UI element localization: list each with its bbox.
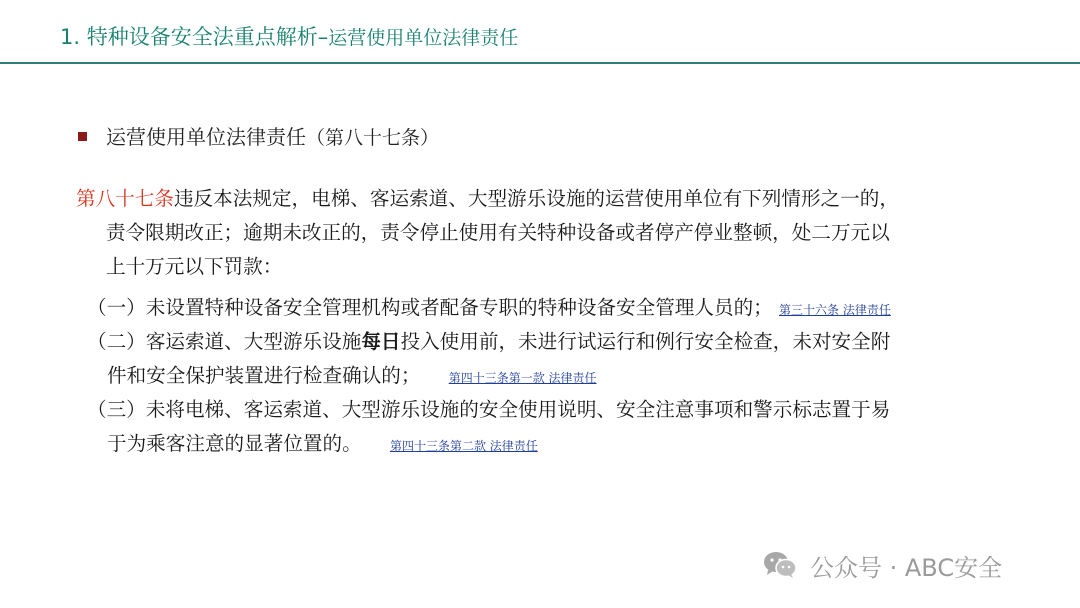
- watermark-text: 公众号 · ABC安全: [810, 553, 1003, 582]
- item-3-text: （三）未将电梯、客运索道、大型游乐设施的安全使用说明、安全注意事项和警示标志置于易: [87, 398, 891, 421]
- article-line-1: 违反本法规定，电梯、客运索道、大型游乐设施的运营使用单位有下列情形之一的，: [173, 187, 899, 210]
- section-heading-sub: （第八十七条）: [306, 127, 440, 149]
- article-line: [76, 250, 1026, 284]
- list-item-continuation: [87, 359, 1027, 393]
- article-text: [76, 182, 1026, 284]
- item-2-reference-link[interactable]: 第四十三条第一款 法律责任: [448, 371, 597, 385]
- article-line-3: 上十万元以下罚款：: [106, 255, 283, 278]
- item-3-text-cont: 于为乘客注意的显著位置的。: [107, 432, 362, 455]
- wechat-icon: [762, 550, 798, 580]
- item-2-text-part2: 投入使用前，未进行试运行和例行安全检查，未对安全附: [400, 330, 891, 353]
- article-line-2: 责令限期改正；逾期未改正的，责令停止使用有关特种设备或者停产停业整顿，处二万元以: [106, 221, 890, 244]
- slide-header: [0, 0, 1080, 64]
- list-item: [87, 325, 1027, 359]
- slide-title-dash: –: [317, 25, 329, 49]
- item-2-bold-text: 每日: [361, 330, 401, 353]
- item-1-reference-link[interactable]: 第三十六条 法律责任: [779, 303, 891, 317]
- section-heading-main: 运营使用单位法律责任: [106, 125, 306, 149]
- item-2-text-cont: 件和安全保护装置进行检查确认的；: [107, 364, 421, 387]
- article-line: [76, 182, 1026, 216]
- slide-title: [60, 22, 518, 53]
- violation-list: [87, 291, 1027, 461]
- slide-title-main: 1. 特种设备安全法重点解析: [60, 25, 318, 49]
- list-item: [87, 393, 1027, 427]
- list-item: [87, 291, 1027, 325]
- item-1-text: （一）未设置特种设备安全管理机构或者配备专职的特种设备安全管理人员的；: [87, 296, 773, 319]
- list-item-continuation: [87, 427, 1027, 461]
- watermark: [762, 549, 1002, 581]
- article-label: 第八十七条: [76, 187, 174, 210]
- slide-title-sub: 运营使用单位法律责任: [328, 27, 519, 49]
- item-3-reference-link[interactable]: 第四十三条第二款 法律责任: [389, 439, 538, 453]
- section-heading: [106, 122, 439, 153]
- article-line: [76, 216, 1026, 250]
- square-bullet-icon: [78, 132, 87, 141]
- item-2-text-part1: （二）客运索道、大型游乐设施: [87, 330, 362, 353]
